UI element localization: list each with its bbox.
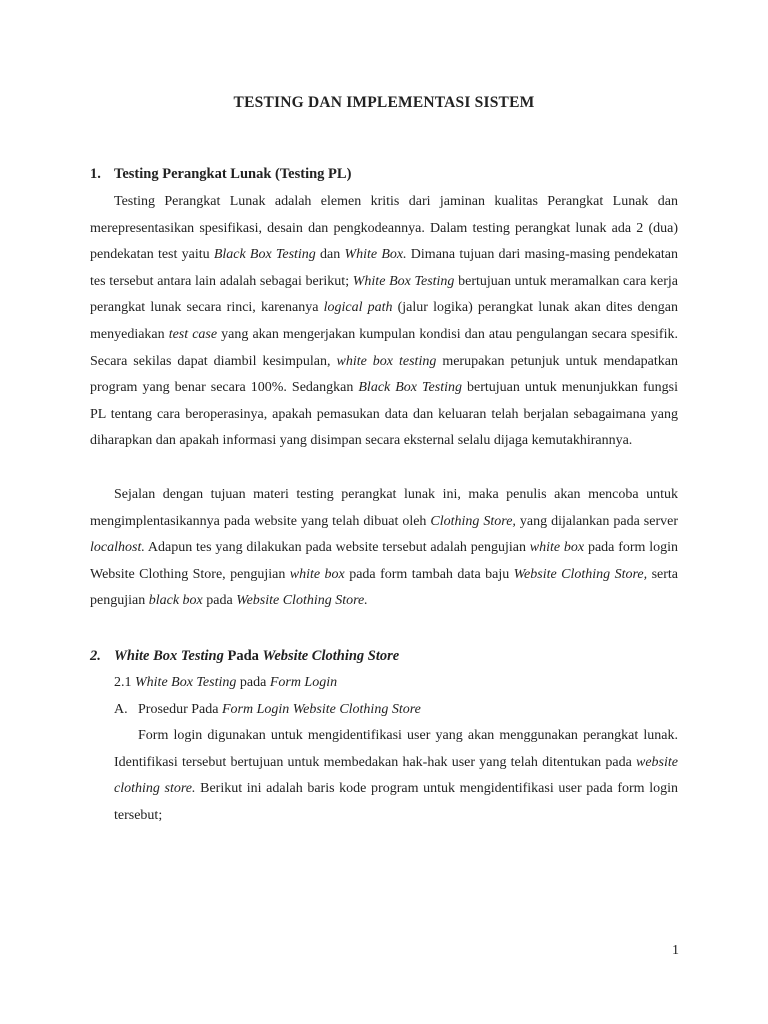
- italic-term: black box: [148, 593, 203, 609]
- section-2-title-italic-2: Website Clothing Store: [262, 648, 400, 664]
- italic-term: white box testing: [336, 353, 437, 369]
- section-2-number: 2.: [90, 648, 101, 664]
- text-run: Testing Perangkat Lunak adalah elemen kritis dari jaminan kualitas Perangkat Lunak dan merepresentasikan spesifikasi, desain dan pengkodeannya. Dalam testing perangkat lunak ada 2 (dua) pendekatan test yaitu: [90, 194, 678, 263]
- section-1-number: 1.: [90, 166, 101, 182]
- italic-term: Form Login Website Clothing Store: [222, 702, 421, 717]
- italic-term: Form Login: [269, 675, 338, 690]
- italic-term: White Box.: [344, 247, 407, 263]
- text-run: bertujuan untuk menunjukkan fungsi PL tentang cara beroperasinya, apakah pemasukan data dan keluaran telah berjalan sebagaimana yang diharapkan dan apakah informasi yang disimpan secara eksternal selalu dijaga kemutakhirannya.: [90, 380, 679, 449]
- italic-term: Website Clothing Store.: [236, 593, 368, 609]
- italic-term: Black Box Testing: [358, 380, 462, 396]
- italic-term: logical path: [323, 300, 393, 316]
- italic-term: Website Clothing Store,: [513, 566, 648, 582]
- italic-term: white box: [289, 566, 345, 582]
- subsection-number: 2.1: [114, 675, 135, 690]
- section-1-paragraph-1: [90, 189, 678, 455]
- italic-term: White Box Testing: [352, 273, 455, 289]
- italic-term: White Box Testing: [135, 675, 237, 690]
- text-run: Dimana tujuan dari masing-masing pendekatan tes tersebut antara lain adalah sebagai berikut;: [90, 247, 679, 289]
- text-run: yang akan mengerjakan kumpulan kondisi dan atau pengulangan secara spesifik. Secara sekilas dapat diambil kesimpulan,: [90, 326, 678, 369]
- section-1-heading: [90, 166, 351, 183]
- item-a-heading: [114, 702, 421, 718]
- text-run: (jalur logika) perangkat lunak akan dites dengan menyediakan: [90, 300, 678, 342]
- text-run: Form login digunakan untuk mengidentifikasi user yang akan menggunakan perangkat lunak. Identifikasi tersebut bertujuan untuk membedakan hak-hak user yang telah ditentukan pada: [114, 728, 678, 770]
- text-run: yang dijalankan pada server: [515, 513, 678, 529]
- section-1-title: Testing Perangkat Lunak (Testing PL): [114, 166, 352, 182]
- page-title: TESTING DAN IMPLEMENTASI SISTEM: [233, 94, 535, 111]
- text-run: pada: [236, 675, 270, 690]
- italic-term: Black Box Testing: [213, 247, 316, 263]
- page-number: 1: [672, 943, 679, 958]
- text-run: Berikut ini adalah baris kode program untuk mengidentifikasi user pada form login tersebut;: [114, 781, 678, 823]
- italic-term: Clothing Store,: [430, 513, 516, 529]
- text-run: Adapun tes yang dilakukan pada website tersebut adalah pengujian: [144, 540, 530, 556]
- section-2-heading: [90, 648, 399, 665]
- text-run: pada form login Website Clothing Store, pengujian: [90, 540, 679, 582]
- section-2-title-text: Pada: [223, 648, 263, 664]
- text-run: serta pengujian: [90, 566, 678, 609]
- section-1-paragraph-2: [90, 482, 678, 615]
- italic-term: test case: [168, 326, 218, 342]
- text-run: bertujuan untuk meramalkan cara kerja perangkat lunak secara rinci, karenanya: [90, 273, 678, 316]
- section-2-title-italic-1: White Box Testing: [114, 648, 224, 664]
- section-2-paragraph: [114, 723, 678, 829]
- subsection-2-1-heading: [114, 675, 337, 691]
- italic-term: localhost.: [90, 540, 145, 556]
- italic-term: website clothing store.: [114, 754, 678, 797]
- text-run: merupakan petunjuk untuk mendapatkan program yang benar secara 100%. Sedangkan: [90, 353, 678, 396]
- text-run: pada: [202, 593, 237, 609]
- text-run: dan: [315, 247, 345, 263]
- item-label: A.: [114, 702, 128, 717]
- italic-term: white box: [529, 540, 585, 556]
- text-run: Sejalan dengan tujuan materi testing perangkat lunak ini, maka penulis akan mencoba untuk mengimplentasikannya pada website yang telah dibuat oleh: [90, 487, 678, 529]
- text-run: pada form tambah data baju: [344, 566, 514, 582]
- text-run: Prosedur Pada: [138, 702, 222, 717]
